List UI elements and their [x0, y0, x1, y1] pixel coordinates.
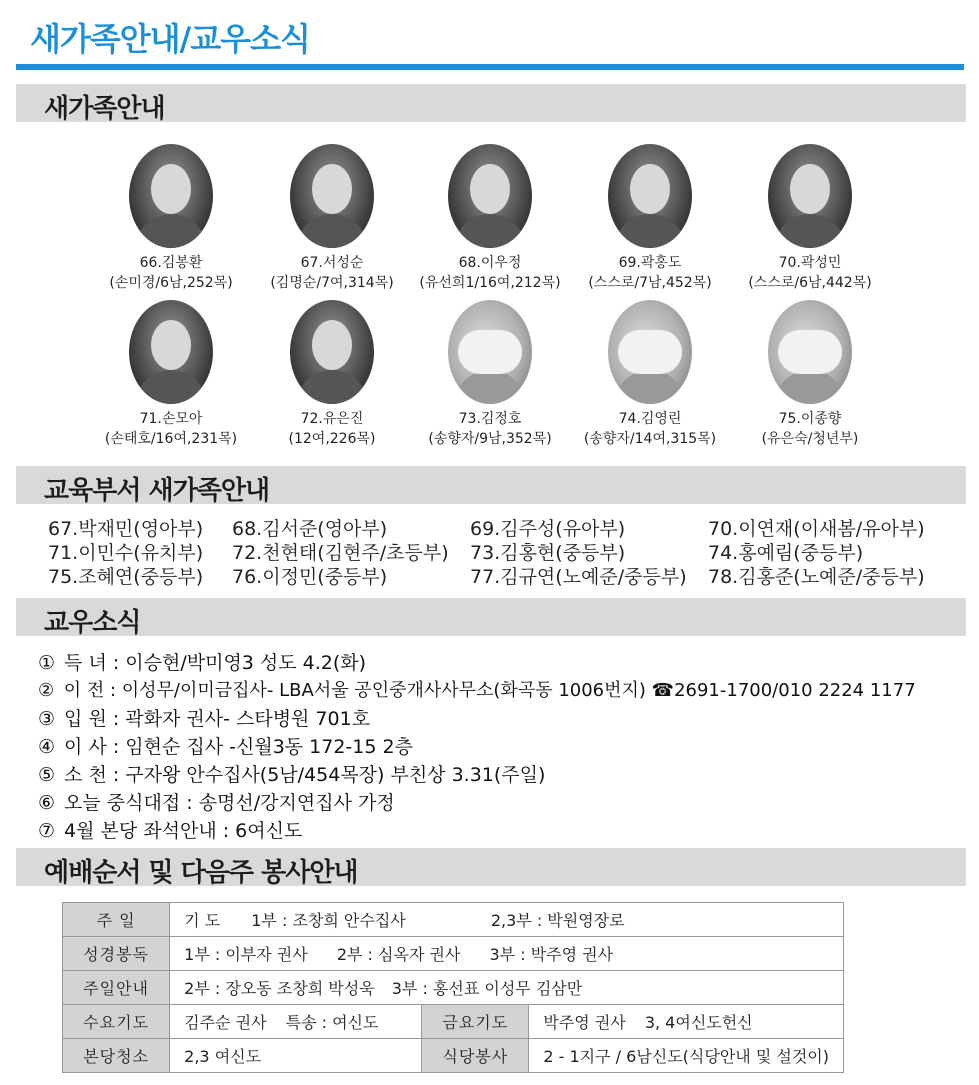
news-item	[38, 760, 545, 787]
member-name: 74.김영린	[618, 411, 682, 427]
member-name: 69.곽홍도	[618, 255, 682, 271]
worship-schedule-table	[62, 902, 844, 1073]
section-title: 예배순서 및 다음주 봉사안내	[44, 858, 358, 888]
table-row	[63, 937, 844, 971]
item-number: ②	[38, 680, 55, 701]
member-card	[96, 300, 246, 448]
table-cell	[170, 903, 844, 937]
item-number: ③	[38, 708, 56, 730]
table-cell: 2,3 여신도	[170, 1039, 422, 1073]
member-card	[415, 300, 565, 448]
member-card	[96, 144, 246, 292]
row-header: 성경봉독	[63, 937, 170, 971]
row-header: 주일안내	[63, 971, 170, 1005]
member-name: 73.김정호	[458, 411, 522, 427]
member-card	[735, 144, 885, 292]
table-row	[63, 971, 844, 1005]
table-cell: 2 - 1지구 / 6남신도(식당안내 및 설것이)	[529, 1039, 844, 1073]
member-info: (스스로/6남,442목)	[748, 275, 872, 291]
cell-text: 2부 : 장오동 조창희 박성욱	[184, 979, 375, 998]
edu-entry: 77.김규연(노예준/중등부)	[470, 566, 687, 588]
cell-text: 2부 : 심옥자 권사	[336, 945, 461, 964]
row-header: 본당청소	[63, 1039, 170, 1073]
news-item	[38, 676, 916, 702]
row-header: 수요기도	[63, 1005, 170, 1039]
news-item	[38, 704, 370, 731]
member-info: (유은숙/청년부)	[761, 431, 859, 447]
section-new-family	[16, 84, 966, 122]
item-number: ⑤	[38, 764, 56, 786]
member-card	[415, 144, 565, 292]
member-info: (손태호/16여,231목)	[104, 431, 238, 447]
table-row	[63, 903, 844, 937]
member-name: 71.손모아	[139, 411, 203, 427]
edu-entry: 72.천현태(김현주/초등부)	[232, 542, 449, 564]
news-item	[38, 732, 413, 759]
page-title: 새가족안내/교우소식	[30, 20, 310, 58]
news-text: 소 천 : 구자왕 안수집사(5남/454목장) 부친상 3.31(주일)	[64, 764, 546, 786]
section-title: 새가족안내	[44, 94, 165, 124]
table-row	[63, 1005, 844, 1039]
edu-entry: 68.김서준(영아부)	[232, 518, 388, 540]
row-header: 금요기도	[422, 1005, 529, 1039]
member-info: (손미경/6남,252목)	[109, 275, 233, 291]
cell-text: 김주순 권사	[184, 1013, 267, 1032]
news-text: 이 사 : 임현순 집사 -신월3동 172-15 2층	[64, 736, 413, 758]
member-info: (스스로/7남,452목)	[588, 275, 712, 291]
member-info: (김명순/7여,314목)	[270, 275, 394, 291]
member-photo	[608, 144, 692, 248]
edu-entry: 74.홍예림(중등부)	[708, 542, 864, 564]
member-name: 72.유은진	[300, 411, 364, 427]
praying-hands-photo	[608, 300, 692, 404]
section-title: 교육부서 새가족안내	[44, 476, 270, 506]
table-cell	[529, 1005, 844, 1039]
cell-text: 2,3부 : 박원영장로	[490, 911, 625, 930]
member-name: 66.김봉환	[139, 255, 203, 271]
news-item	[38, 788, 395, 815]
table-row	[63, 1039, 844, 1073]
member-photo	[129, 300, 213, 404]
praying-hands-photo	[768, 300, 852, 404]
news-item	[38, 816, 302, 843]
section-edu-new-family	[16, 466, 966, 504]
edu-entry: 73.김홍현(중등부)	[470, 542, 626, 564]
news-text: 이 전 : 이성무/이미금집사- LBA서울 공인중개사사무소(화곡동 1006번지) ☎2691-1700/010 2224 1177	[63, 680, 916, 701]
news-text: 4월 본당 좌석안내 : 6여신도	[64, 820, 303, 842]
item-number: ⑦	[38, 820, 56, 842]
table-cell	[170, 971, 844, 1005]
edu-entry: 76.이정민(중등부)	[232, 566, 388, 588]
member-photo	[768, 144, 852, 248]
cell-text: 3부 : 박주영 권사	[489, 945, 614, 964]
member-card	[257, 144, 407, 292]
member-photo	[290, 144, 374, 248]
edu-entry: 75.조혜연(중등부)	[48, 566, 204, 588]
table-cell	[170, 937, 844, 971]
item-number: ①	[38, 652, 56, 674]
member-card	[575, 144, 725, 292]
member-name: 75.이종향	[778, 411, 842, 427]
cell-text: 1부 : 조창희 안수집사	[251, 911, 406, 930]
news-text: 입 원 : 곽화자 권사- 스타병원 701호	[64, 708, 371, 730]
title-divider	[16, 64, 964, 70]
cell-text: 3, 4여신도헌신	[644, 1013, 753, 1032]
edu-entry: 69.김주성(유아부)	[470, 518, 626, 540]
member-photo	[129, 144, 213, 248]
row-header: 식당봉사	[422, 1039, 529, 1073]
member-info: (유선희1/16여,212목)	[419, 275, 561, 291]
cell-text: 3부 : 홍선표 이성무 김삼만	[391, 979, 583, 998]
row-header: 주 일	[63, 903, 170, 937]
member-photo	[448, 144, 532, 248]
edu-entry: 71.이민수(유치부)	[48, 542, 204, 564]
member-info: (송향자/14여,315목)	[583, 431, 717, 447]
news-item	[38, 648, 366, 675]
item-number: ④	[38, 736, 56, 758]
member-name: 67.서성순	[300, 255, 364, 271]
table-cell	[170, 1005, 422, 1039]
member-card	[735, 300, 885, 448]
member-name: 70.곽성민	[778, 255, 842, 271]
member-card	[575, 300, 725, 448]
member-card	[257, 300, 407, 448]
cell-text: 특송 : 여신도	[285, 1013, 379, 1032]
edu-entry: 67.박재민(영아부)	[48, 518, 204, 540]
news-text: 오늘 중식대접 : 송명선/강지연집사 가정	[64, 792, 395, 814]
cell-label: 기 도	[184, 911, 221, 930]
item-number: ⑥	[38, 792, 56, 814]
edu-entry: 78.김홍준(노예준/중등부)	[708, 566, 925, 588]
section-news	[16, 598, 966, 636]
praying-hands-photo	[448, 300, 532, 404]
member-photo	[290, 300, 374, 404]
cell-text: 1부 : 이부자 권사	[184, 945, 308, 964]
member-info: (송향자/9남,352목)	[428, 431, 552, 447]
member-name: 68.이우정	[458, 255, 522, 271]
section-worship	[16, 848, 966, 886]
member-info: (12여,226목)	[288, 431, 376, 447]
section-title: 교우소식	[44, 608, 141, 638]
edu-entry: 70.이연재(이새봄/유아부)	[708, 518, 925, 540]
news-text: 득 녀 : 이승현/박미영3 성도 4.2(화)	[64, 652, 367, 674]
cell-text: 박주영 권사	[543, 1013, 626, 1032]
